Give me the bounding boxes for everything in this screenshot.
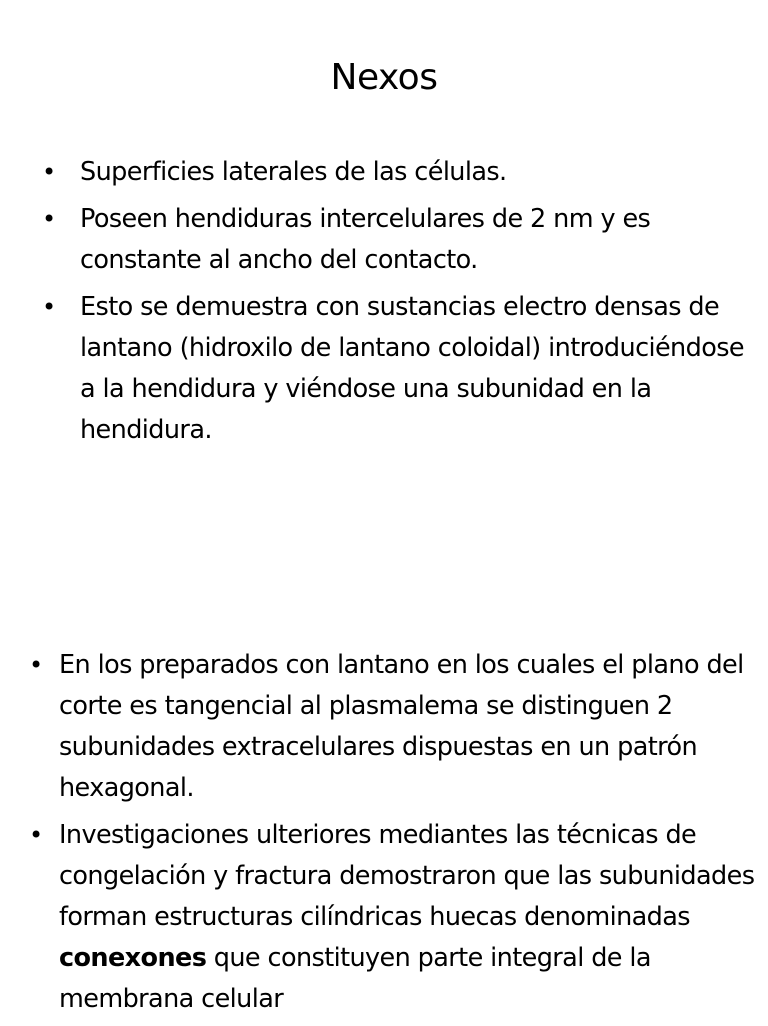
list-item bbox=[42, 287, 748, 451]
bullet-icon: • bbox=[29, 821, 43, 849]
bullet-text: En los preparados con lantano en los cuales el plano del corte es tangencial al plasmalema se distinguen 2 subunidades extracelulares dispuestas en un patrón hexagonal. bbox=[59, 650, 744, 803]
bottom-bullet-list bbox=[29, 645, 759, 1026]
list-item bbox=[42, 199, 748, 281]
bullet-text-end: que constituyen parte integral de la membrana celular bbox=[59, 943, 651, 1014]
top-bullet-list bbox=[42, 152, 748, 457]
bullet-text: Esto se demuestra con sustancias electro densas de lantano (hidroxilo de lantano coloidal) introduciéndose a la hendidura y viéndose una subunidad en la hendidura. bbox=[80, 292, 744, 445]
bullet-icon: • bbox=[42, 158, 56, 186]
bullet-text-start: Investigaciones ulteriores mediantes las técnicas de congelación y fractura demostraron que las subunidades forman estructuras cilíndricas huecas denominadas bbox=[59, 820, 755, 932]
list-item bbox=[42, 152, 748, 193]
list-item bbox=[29, 645, 759, 809]
bullet-icon: • bbox=[42, 205, 56, 233]
bullet-text: Poseen hendiduras intercelulares de 2 nm y es constante al ancho del contacto. bbox=[80, 204, 651, 275]
bullet-text: Superficies laterales de las células. bbox=[80, 157, 507, 187]
bullet-icon: • bbox=[29, 651, 43, 679]
slide-title: Nexos bbox=[330, 57, 438, 98]
bold-term: conexones bbox=[59, 943, 207, 973]
bullet-icon: • bbox=[42, 293, 56, 321]
list-item bbox=[29, 815, 759, 1020]
